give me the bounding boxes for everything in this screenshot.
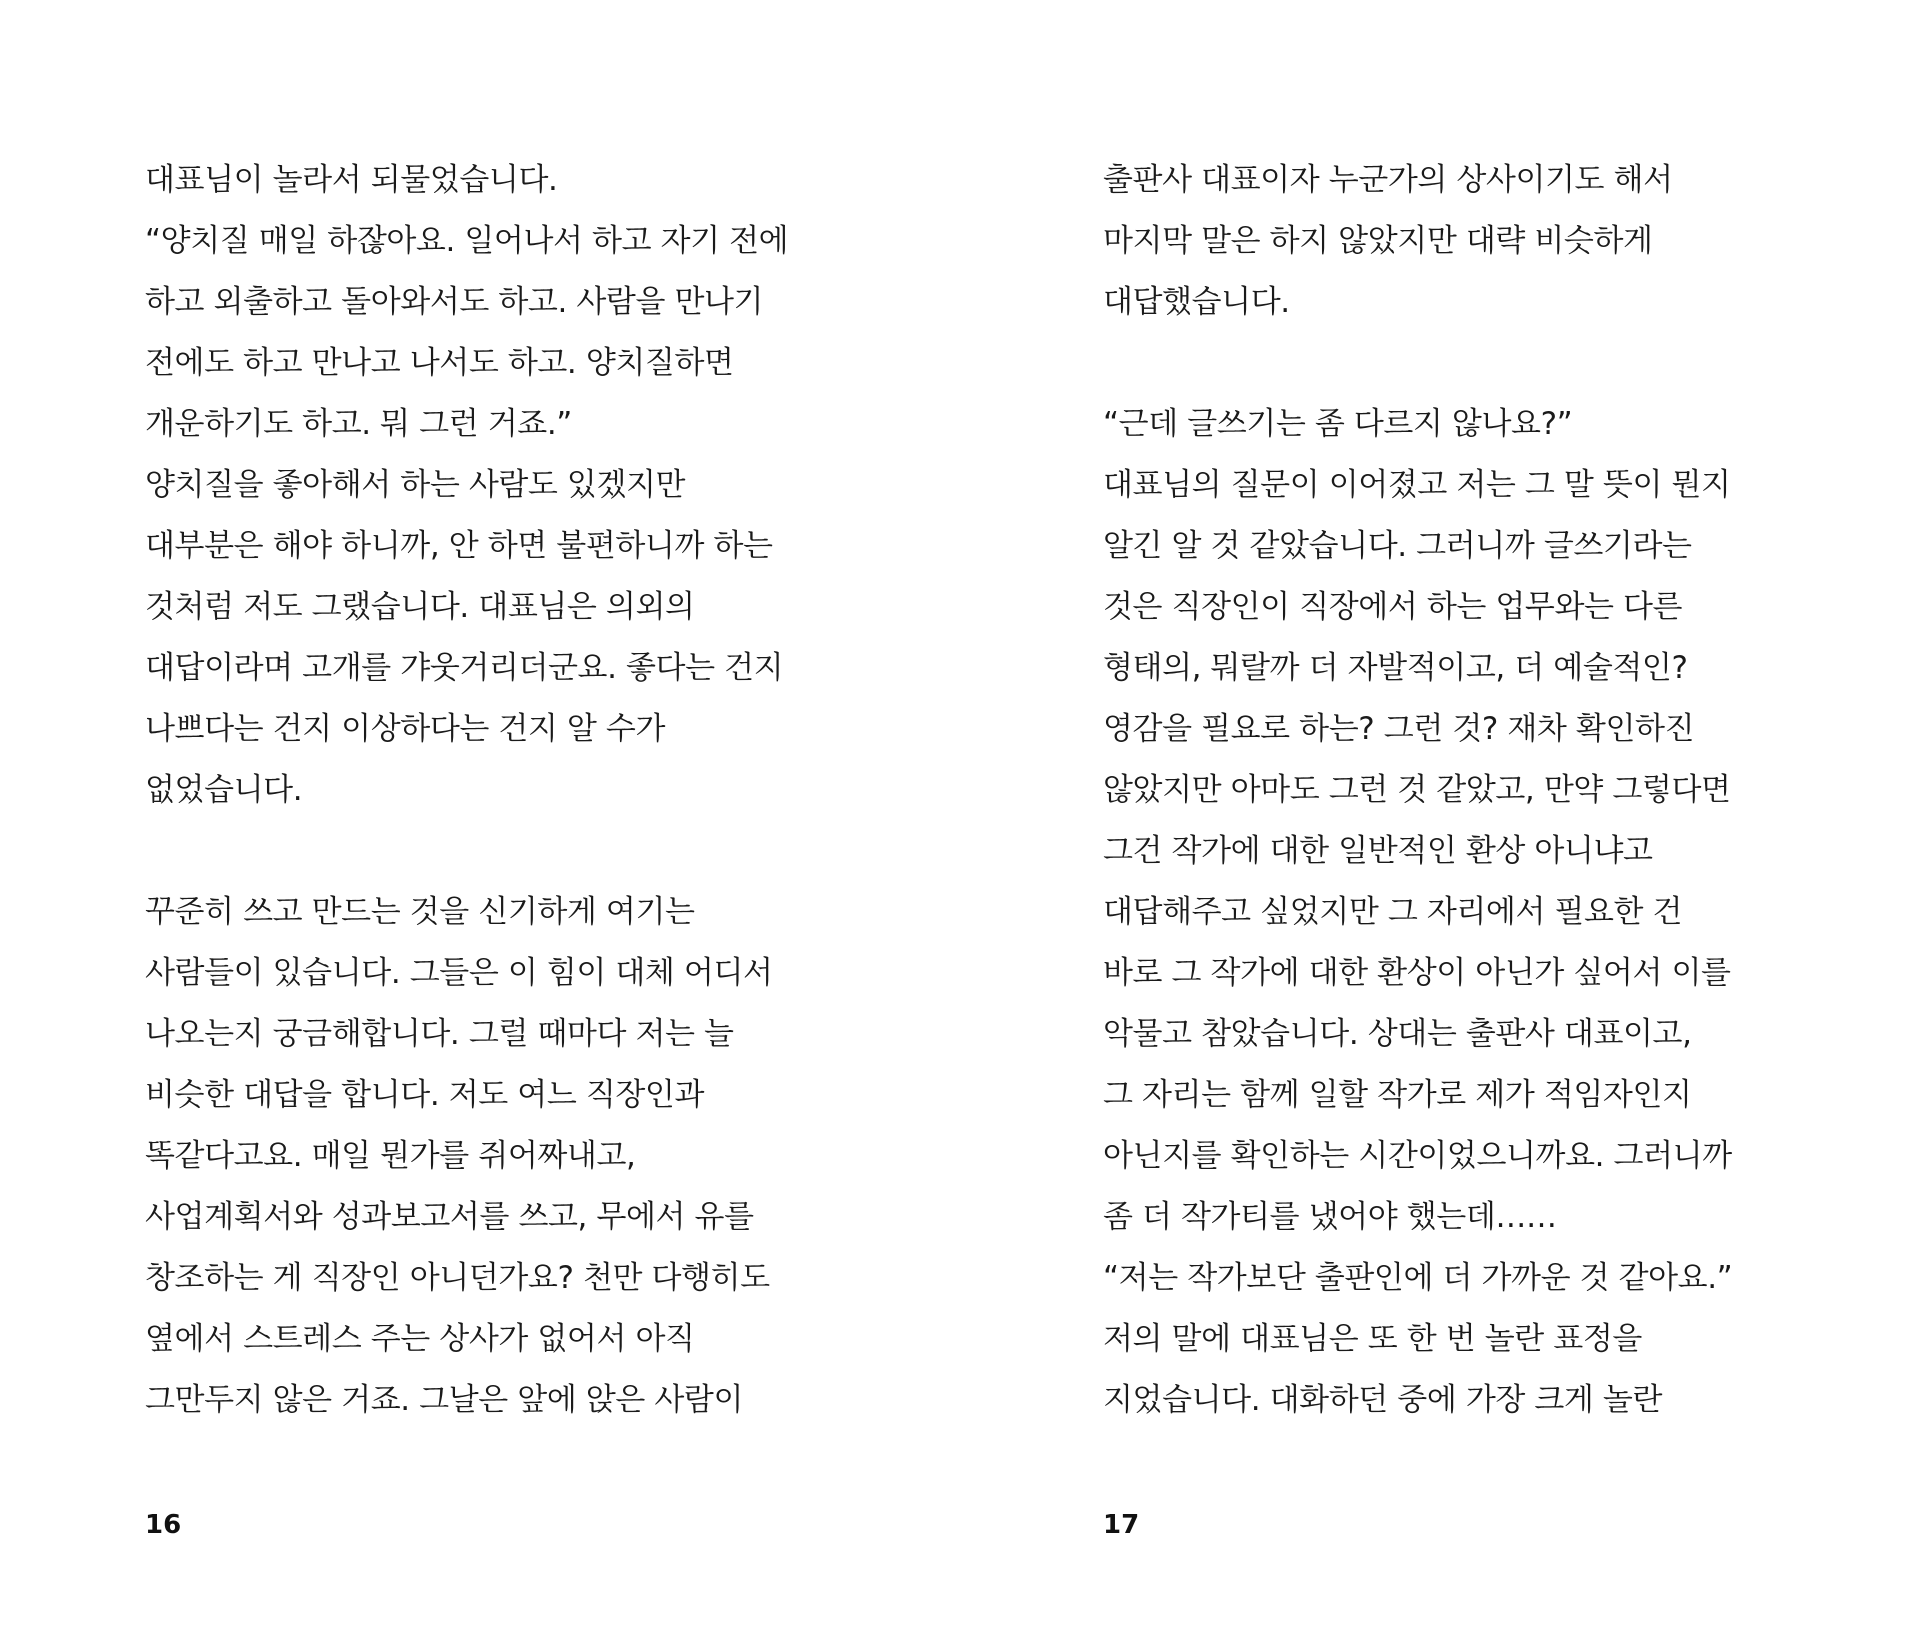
text-line: 그 자리는 함께 일할 작가로 제가 적임자인지: [1103, 1077, 1692, 1113]
text-line: 대표님의 질문이 이어졌고 저는 그 말 뜻이 뭔지: [1103, 467, 1731, 503]
text-line: 똑같다고요. 매일 뭔가를 쥐어짜내고,: [145, 1138, 636, 1174]
text-line: 않았지만 아마도 그런 것 같았고, 만약 그렇다면: [1103, 772, 1731, 808]
text-line: 대표님이 놀라서 되물었습니다.: [145, 162, 558, 198]
text-line: 대답이라며 고개를 갸웃거리더군요. 좋다는 건지: [145, 650, 784, 686]
text-line: 영감을 필요로 하는? 그런 것? 재차 확인하진: [1103, 711, 1695, 747]
text-line: 대부분은 해야 하니까, 안 하면 불편하니까 하는: [145, 528, 773, 564]
text-line: 대답했습니다.: [1103, 284, 1290, 320]
text-line: 개운하기도 하고. 뭐 그런 거죠.”: [145, 406, 572, 442]
paragraph: [1103, 394, 1803, 1431]
text-line: 마지막 말은 하지 않았지만 대략 비슷하게: [1103, 223, 1653, 259]
text-line: 양치질을 좋아해서 하는 사람도 있겠지만: [145, 467, 686, 503]
left-page-body: [145, 150, 845, 1431]
text-line: 저의 말에 대표님은 또 한 번 놀란 표정을: [1103, 1321, 1642, 1357]
text-line: “양치질 매일 하잖아요. 일어나서 하고 자기 전에: [145, 223, 789, 259]
text-line: 알긴 알 것 같았습니다. 그러니까 글쓰기라는: [1103, 528, 1692, 564]
text-line: 창조하는 게 직장인 아니던가요? 천만 다행히도: [145, 1260, 770, 1296]
text-line: 바로 그 작가에 대한 환상이 아닌가 싶어서 이를: [1103, 955, 1731, 991]
text-line: 나오는지 궁금해합니다. 그럴 때마다 저는 늘: [145, 1016, 734, 1052]
text-line: 비슷한 대답을 합니다. 저도 여느 직장인과: [145, 1077, 705, 1113]
text-line: 옆에서 스트레스 주는 상사가 없어서 아직: [145, 1321, 695, 1357]
page-number-right: 17: [1103, 1510, 1140, 1540]
paragraph: [145, 150, 845, 821]
paragraph-gap: [145, 821, 845, 882]
text-line: 그건 작가에 대한 일반적인 환상 아니냐고: [1103, 833, 1653, 869]
paragraph: [1103, 150, 1803, 333]
paragraph-gap: [1103, 333, 1803, 394]
text-line: “근데 글쓰기는 좀 다르지 않나요?”: [1103, 406, 1573, 442]
paragraph: [145, 882, 845, 1431]
text-line: 사업계획서와 성과보고서를 쓰고, 무에서 유를: [145, 1199, 754, 1235]
text-line: 나쁘다는 건지 이상하다는 건지 알 수가: [145, 711, 666, 747]
text-line: 악물고 참았습니다. 상대는 출판사 대표이고,: [1103, 1016, 1692, 1052]
right-page-body: [1103, 150, 1803, 1431]
text-line: 아닌지를 확인하는 시간이었으니까요. 그러니까: [1103, 1138, 1732, 1174]
text-line: 형태의, 뭐랄까 더 자발적이고, 더 예술적인?: [1103, 650, 1688, 686]
text-line: 없었습니다.: [145, 772, 303, 808]
text-line: 지었습니다. 대화하던 중에 가장 크게 놀란: [1103, 1382, 1663, 1418]
text-line: 것처럼 저도 그랬습니다. 대표님은 의외의: [145, 589, 695, 625]
text-line: 전에도 하고 만나고 나서도 하고. 양치질하면: [145, 345, 734, 381]
right-page: [960, 0, 1920, 1631]
page-number-left: 16: [145, 1510, 182, 1540]
text-line: “저는 작가보단 출판인에 더 가까운 것 같아요.”: [1103, 1260, 1733, 1296]
text-line: 하고 외출하고 돌아와서도 하고. 사람을 만나기: [145, 284, 764, 320]
text-line: 꾸준히 쓰고 만드는 것을 신기하게 여기는: [145, 894, 695, 930]
text-line: 출판사 대표이자 누군가의 상사이기도 해서: [1103, 162, 1673, 198]
text-line: 그만두지 않은 거죠. 그날은 앞에 앉은 사람이: [145, 1382, 744, 1418]
text-line: 것은 직장인이 직장에서 하는 업무와는 다른: [1103, 589, 1683, 625]
text-line: 좀 더 작가티를 냈어야 했는데……: [1103, 1199, 1557, 1235]
text-line: 대답해주고 싶었지만 그 자리에서 필요한 건: [1103, 894, 1683, 930]
text-line: 사람들이 있습니다. 그들은 이 힘이 대체 어디서: [145, 955, 773, 991]
